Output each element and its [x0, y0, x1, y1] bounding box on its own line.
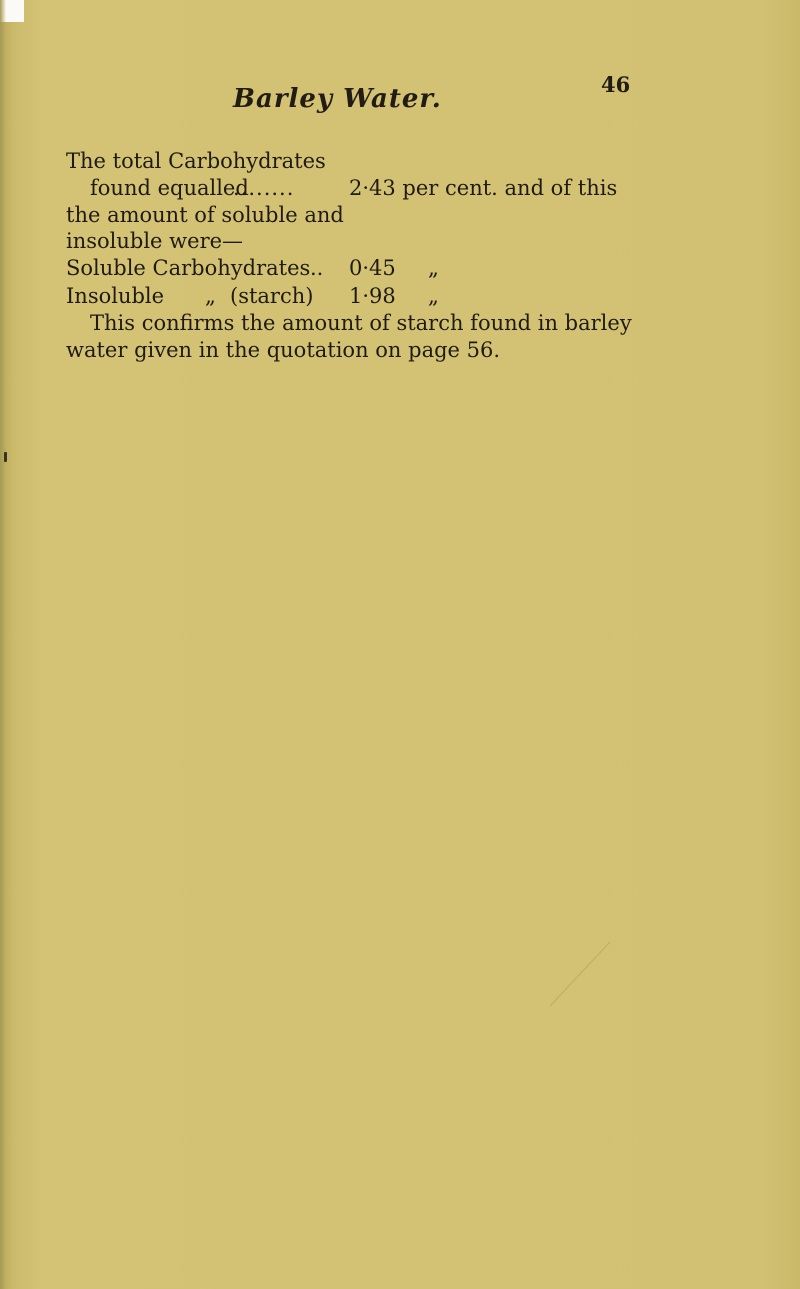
text-found-equalled: found equalled — [90, 176, 249, 200]
ditto-mark-insoluble: „ — [428, 284, 439, 308]
paragraph-line-2: water given in the quotation on page 56. — [66, 338, 501, 362]
label-insoluble: Insoluble — [66, 284, 165, 308]
text-line-total-carbohydrates: The total Carbohydrates — [66, 149, 326, 173]
leader-dots: ........ — [233, 176, 295, 200]
page-spine-shadow — [0, 0, 6, 1289]
running-head-title: Barley Water. — [233, 84, 442, 114]
text-line-insoluble-were: insoluble were— — [66, 229, 244, 253]
paper-scratch-mark — [546, 940, 614, 1010]
paragraph-line-1: This confirms the amount of starch found in barley — [90, 311, 632, 335]
ditto-mark-soluble: „ — [428, 256, 439, 280]
ditto-mark-insoluble-label: „ — [205, 284, 216, 308]
margin-mark — [4, 452, 7, 462]
label-soluble-carbohydrates: Soluble Carbohydrates — [66, 256, 311, 280]
text-line-amount-soluble: the amount of soluble and — [66, 203, 344, 227]
leader-dots-soluble: .. — [310, 256, 324, 280]
value-soluble: 0·45 — [349, 256, 396, 280]
value-insoluble: 1·98 — [349, 284, 396, 308]
value-total-carbohydrates: 2·43 per cent. and of this — [349, 176, 618, 200]
label-starch: (starch) — [230, 284, 314, 308]
page-number: 46 — [601, 72, 631, 97]
